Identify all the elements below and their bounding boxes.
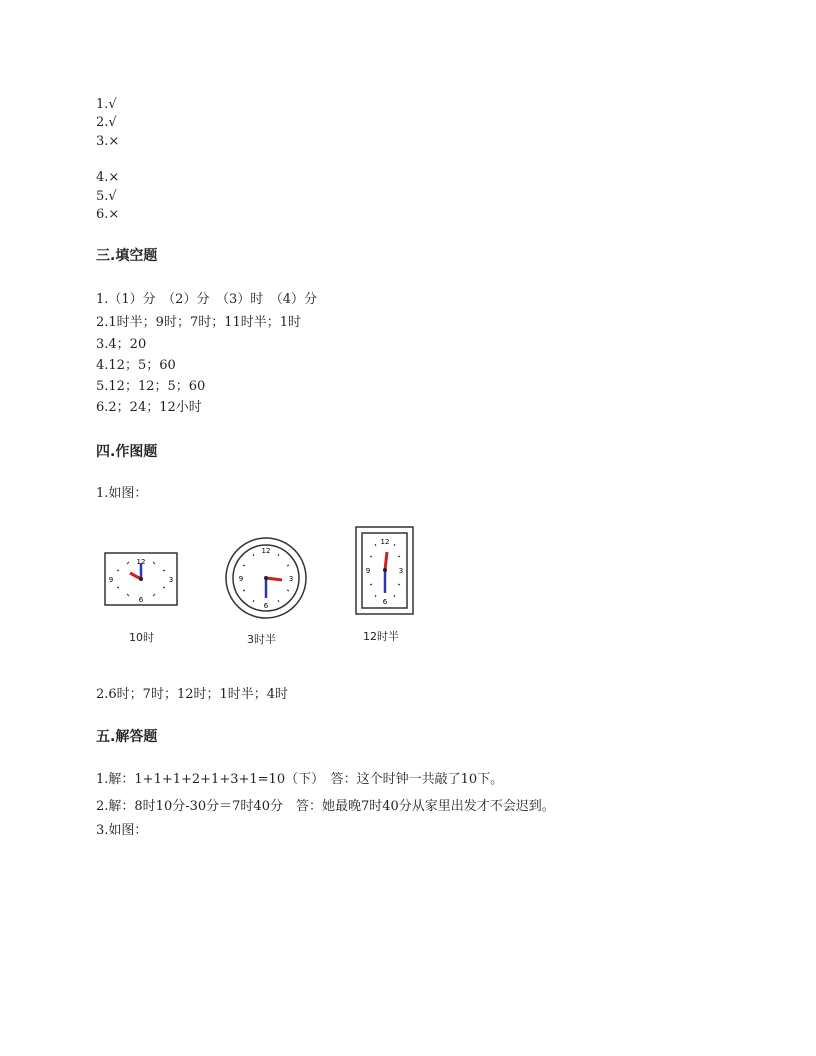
solution-answer-2: 2.解：8时10分-30分＝7时40分 答：她最晚7时40分从家里出发才不会迟到。 <box>96 799 555 814</box>
section-4-heading: 四.作图题 <box>96 444 158 460</box>
judgement-answer-4: 4.× <box>96 170 120 185</box>
clock-10 <box>104 552 178 606</box>
solution-answer-3: 3.如图： <box>96 823 148 838</box>
clock-number-12: 12 <box>380 538 390 546</box>
clock-caption-3: 12时半 <box>363 630 399 643</box>
clock-number-9: 9 <box>108 576 114 584</box>
section-3-heading: 三.填空题 <box>96 248 158 264</box>
hour-hand <box>385 552 387 570</box>
drawing-answer-2: 2.6时；7时；12时；1时半；4时 <box>96 687 289 702</box>
fill-answer-4: 4.12；5；60 <box>96 358 176 373</box>
judgement-answer-3: 3.× <box>96 134 120 149</box>
solution-answer-1: 1.解：1+1+1+2+1+3+1=10（下） 答：这个时钟一共敲了10下。 <box>96 772 504 787</box>
fill-answer-2: 2.1时半；9时；7时；11时半；1时 <box>96 315 302 330</box>
section-5-heading: 五.解答题 <box>96 729 158 745</box>
clock-number-9: 9 <box>365 567 371 575</box>
clock-number-12: 12 <box>136 558 146 566</box>
clock-caption-2: 3时半 <box>247 633 276 646</box>
fill-answer-6: 6.2；24；12小时 <box>96 400 202 415</box>
judgement-answer-1: 1.√ <box>96 97 117 112</box>
fill-answer-5: 5.12；12；5；60 <box>96 379 206 394</box>
fill-answer-1: 1.（1）分 （2）分 （3）时 （4）分 <box>96 292 317 307</box>
clock-number-6: 6 <box>382 598 388 606</box>
judgement-answer-6: 6.× <box>96 207 120 222</box>
judgement-answer-2: 2.√ <box>96 115 117 130</box>
judgement-answer-5: 5.√ <box>96 189 117 204</box>
clock-3-30 <box>224 536 308 620</box>
clock-number-3: 3 <box>168 576 174 584</box>
hour-hand <box>266 578 282 580</box>
drawing-answer-1: 1.如图： <box>96 486 148 501</box>
clock-number-9: 9 <box>238 575 244 583</box>
fill-answer-3: 3.4；20 <box>96 337 147 352</box>
clock-number-12: 12 <box>261 547 271 555</box>
clock-number-3: 3 <box>288 575 294 583</box>
clock-number-6: 6 <box>263 602 269 610</box>
clock-caption-1: 10时 <box>129 631 154 644</box>
clock-figure <box>96 520 436 650</box>
clock-number-3: 3 <box>398 567 404 575</box>
clock-number-6: 6 <box>138 596 144 604</box>
clock-12-30 <box>355 526 415 616</box>
